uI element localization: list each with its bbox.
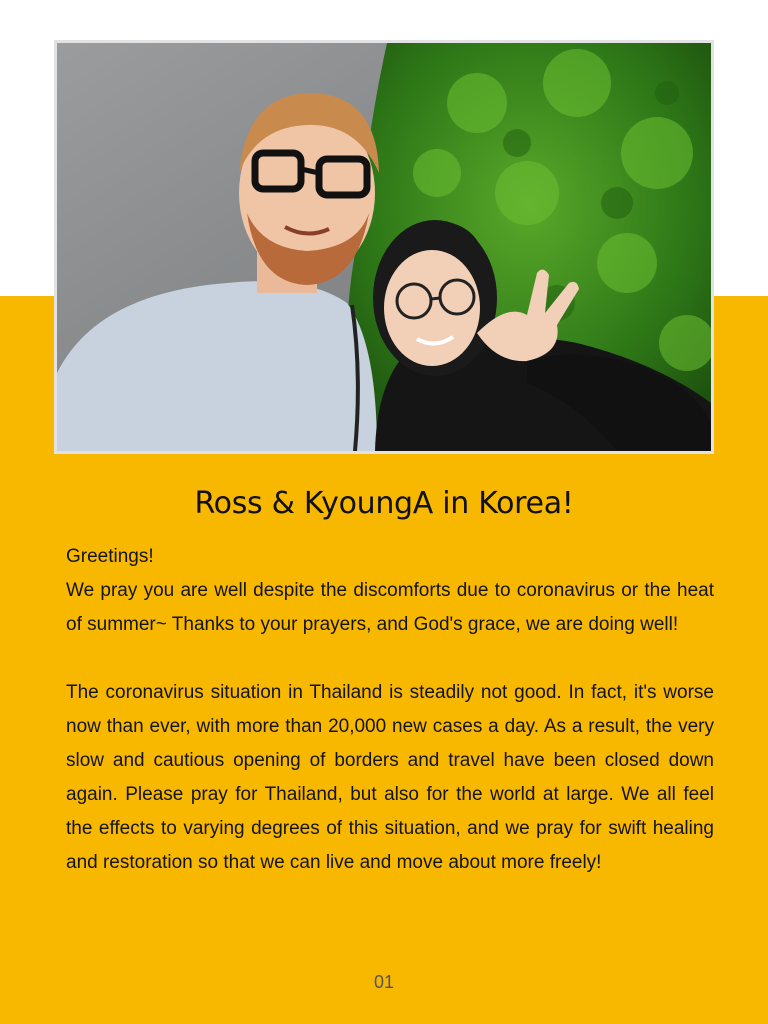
greeting-text: Greetings! — [66, 546, 154, 567]
letter-body — [66, 540, 714, 880]
paragraph-2: The coronavirus situation in Thailand is steadily not good. In fact, it's worse now than ever, with more than 20,000 new cases a day. As a result, the very slow and cautious opening of borders and travel have been closed down again. Please pray for Thailand, but also for the world at large. We all feel the effects to varying degrees of this situation, and we pray for swift healing and restoration so that we can live and move about more freely! — [66, 682, 714, 873]
page-title: Ross & KyoungA in Korea! — [194, 486, 574, 521]
couple-photo-illustration — [57, 43, 711, 451]
page-number: 01 — [373, 972, 395, 992]
paragraph-spacer — [66, 642, 714, 676]
couple-photo — [54, 40, 714, 454]
paragraph-1: We pray you are well despite the discomforts due to coronavirus or the heat of summer~ Thanks to your prayers, and God's grace, we are doing well! — [66, 580, 714, 635]
